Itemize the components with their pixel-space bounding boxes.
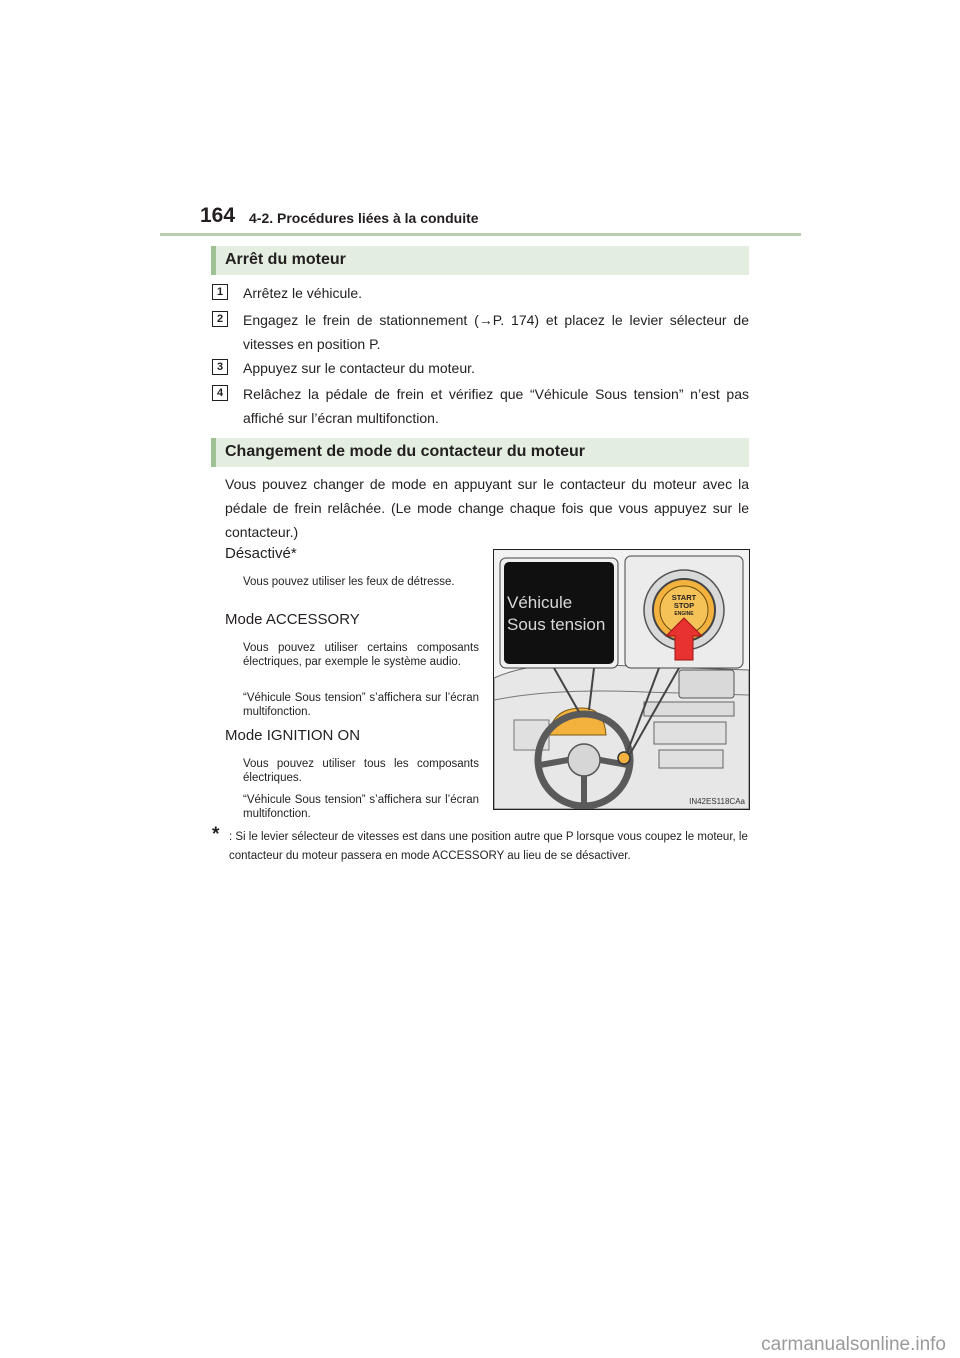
mode-ignition-note: “Véhicule Sous tension” s’affichera sur l’écran multifonction. bbox=[243, 794, 479, 820]
mode-accessory-title: Mode ACCESSORY bbox=[225, 611, 360, 628]
start-label: START bbox=[671, 593, 697, 602]
footnote-text: : Si le levier sélecteur de vitesses est dans une position autre que P lorsque vous coupez le moteur, le contacteur du moteur passera en mode ACCESSORY au lieu de se désactiver. bbox=[229, 831, 748, 862]
mode-ignition-title: Mode IGNITION ON bbox=[225, 727, 361, 744]
dashboard-illustration bbox=[493, 549, 750, 810]
display-text-line2: Sous tension bbox=[507, 615, 606, 634]
section-heading-mode-change bbox=[211, 438, 749, 467]
mode-off-desc: Vous pouvez utiliser les feux de détresse. bbox=[243, 576, 455, 588]
mode-ignition-desc: Vous pouvez utiliser tous les composants électriques. bbox=[243, 758, 479, 784]
display-text-line1: Véhicule bbox=[507, 593, 573, 612]
header-rule bbox=[160, 233, 801, 236]
step-text: Relâchez la pédale de frein et vérifiez que “Véhicule Sous tension” n’est pas affiché sur l’écran multifonction. bbox=[243, 386, 749, 426]
step-number: 2 bbox=[212, 311, 228, 327]
page-number: 164 bbox=[200, 204, 236, 227]
mode-accessory-note: “Véhicule Sous tension” s’affichera sur l’écran multifonction. bbox=[243, 692, 479, 718]
intro-paragraph: Vous pouvez changer de mode en appuyant sur le contacteur du moteur avec la pédale de frein relâchée. (Le mode change chaque fois que vous appuyez sur le contacteur.) bbox=[225, 476, 749, 540]
dashboard-drawing bbox=[494, 550, 749, 809]
stop-label: STOP bbox=[673, 601, 695, 610]
step-text: Arrêtez le véhicule. bbox=[243, 285, 363, 301]
section-title: Arrêt du moteur bbox=[225, 251, 346, 268]
step-number: 1 bbox=[212, 284, 228, 300]
step-text: Appuyez sur le contacteur du moteur. bbox=[243, 360, 475, 376]
chapter-title: 4-2. Procédures liées à la conduite bbox=[249, 210, 479, 226]
mode-accessory-desc: Vous pouvez utiliser certains composants électriques, par exemple le système audio. bbox=[243, 642, 479, 668]
section-title: Changement de mode du contacteur du moteur bbox=[225, 443, 586, 460]
footnote-mark: * bbox=[212, 824, 220, 845]
step-text: Engagez le frein de stationnement (→P. 174) et placez le levier sélecteur de vitesses en position P. bbox=[243, 312, 749, 352]
mode-off-title: Désactivé* bbox=[225, 545, 297, 562]
step-number: 4 bbox=[212, 385, 228, 401]
watermark: carmanualsonline.info bbox=[761, 1334, 946, 1355]
engine-label: ENGINE bbox=[674, 611, 694, 617]
figure-code: IN42ES118CAa bbox=[689, 797, 745, 806]
step-number: 3 bbox=[212, 359, 228, 375]
section-heading-stop-engine bbox=[211, 246, 749, 275]
